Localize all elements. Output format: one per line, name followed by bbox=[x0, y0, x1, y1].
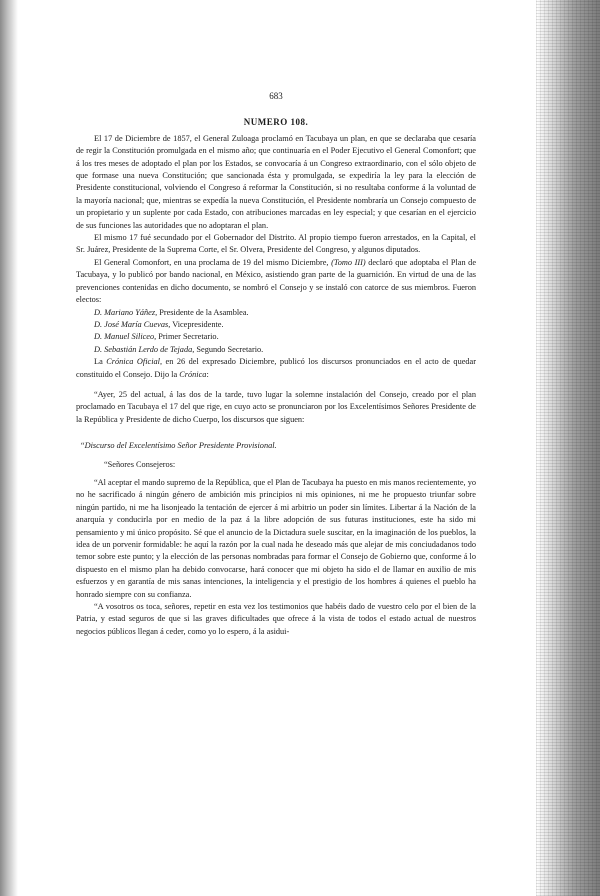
paragraph-arrests: El mismo 17 fué secundado por el Gobernador del Distrito. Al propio tiempo fueron arrestados, en la Capital, el Sr. Juárez, Presidente de la Suprema Corte, el Sr. Olvera, Presidente del Congreso, y algunos diputados. bbox=[76, 233, 476, 255]
scan-left-edge bbox=[0, 0, 18, 896]
paragraph-comonfort-text-b: declaró que adoptaba el Plan de Tacubaya, y lo publicó por bando nacional, en México, asistiendo gran parte de la guarnición. En virtud de una de las prevenciones contenidas en dicho documento, se nombró el Consejo y se instaló con catorce de sus miembros. Fueron electos: bbox=[76, 257, 477, 305]
paragraph-comonfort bbox=[76, 257, 476, 307]
paragraph-speech-1: “Al aceptar el mando supremo de la República, que el Plan de Tacubaya ha puesto en mis manos recientemente, yo no he sacrificado á ningún género de ambición mis principios ni mis opiniones, ni me he propuesto triunfar sobre ningún partido, ni me ha lisonjeado la tentación de ejercer á mi arbitrio un poder sin límites. Libertar á la Nación de la anarquía y conducirla por en medio de la paz á la libre adopción de sus futuras instituciones, este ha sido mi pensamiento y mi único propósito. Sé que el anuncio de la Dictadura suele suscitar, en la imaginación de los pueblos, la idea de un porvenir formidable: he aquí la razón por la cual nada he deseado más que alejar de mis conciudadanos todo temor sobre este punto; y la elección de las personas nombradas para formar el Consejo de Gobierno que, conforme á lo dispuesto en el mismo plan ha debido convocarse, hará conocer que mi objeto ha sido el de llamar en auxilio de mis esfuerzos y en garantía de mis sanas intenciones, la inteligencia y el prestigio de los hombres á quienes el pueblo ha honrado siempre con su confianza. bbox=[76, 477, 476, 599]
paragraph-cronica bbox=[76, 356, 476, 381]
paragraph-plan-summary: El 17 de Diciembre de 1857, el General Zuloaga proclamó en Tacubaya un plan, en que se declaraba que cesaría de regir la Constitución promulgada en el mismo año; que continuaría en el Poder Ejecutivo el General Comonfort; que á los tres meses de adoptado el plan por los Estados, se convocaría á un Congreso extraordinario, con el sólo objeto de que formase una nueva Constitución; que sancionada ésta y promulgada, se expediría la ley para la elección de Presidente constitucional, volviendo el Congreso á reformar la Constitución, si no resultaba conforme á la voluntad de la mayoría nacional; que, mientras se expedía la nueva Constitución, el Presidente nombraría un Consejo compuesto de un propietario y un suplente por cada Estado, con atribuciones marcadas en ley especial; y que cesarían en el ejercicio de sus funciones las autoridades que no adoptaran el plan. bbox=[76, 133, 476, 230]
officer-entry bbox=[76, 319, 476, 331]
document-page bbox=[76, 90, 476, 638]
officer-name: D. Sebastián Lerdo de Tejada bbox=[94, 344, 193, 354]
tomo-reference: (Tomo III) bbox=[331, 257, 366, 267]
officer-role: , Presidente de la Asamblea. bbox=[155, 307, 249, 317]
paragraph-installation: “Ayer, 25 del actual, á las dos de la tarde, tuvo lugar la solemne instalación del Consejo, creado por el plan proclamado en Tacubaya el 17 del que rige, en cuyo acto se pronunciaron por los Excelentísimos Señores Presidente de la República y Presidente de dicho Cuerpo, los discursos que siguen: bbox=[76, 389, 476, 424]
publication-name-short: Crónica bbox=[179, 369, 207, 379]
speech-salutation: “Señores Consejeros: bbox=[104, 459, 176, 469]
paragraph-speech-2: “A vosotros os toca, señores, repetir en esta vez los testimonios que habéis dado de vuestro celo por el bien de la Patria, y estad seguros de que si las graves dificultades que ofrece á la vista de todos el estado actual de nuestros negocios públicos llegan á ceder, como yo lo espero, á la asidui- bbox=[76, 602, 476, 636]
officer-name: D. José María Cuevas bbox=[94, 319, 169, 329]
page-heading: NUMERO 108. bbox=[243, 117, 309, 128]
officer-entry bbox=[76, 331, 476, 343]
spacer bbox=[76, 426, 476, 434]
speech-title: “Discurso del Excelentísimo Señor Presidente Provisional. bbox=[80, 441, 277, 451]
officer-name: D. Mariano Yáñez bbox=[94, 307, 156, 317]
officer-entry bbox=[76, 344, 476, 356]
scan-right-edge bbox=[536, 0, 600, 896]
page-number: 683 bbox=[269, 91, 283, 101]
officer-role: , Primer Secretario. bbox=[154, 332, 219, 342]
publication-name: Crónica Oficial bbox=[106, 357, 160, 367]
officer-entry bbox=[76, 307, 476, 319]
paragraph-cronica-text-c: : bbox=[206, 369, 209, 379]
paragraph-cronica-text-b: , en 26 del expresado Diciembre, publicó los discursos pronunciados en el acto de quedar constituido el Consejo. Dijo la bbox=[76, 357, 476, 379]
paragraph-cronica-text-a: La bbox=[94, 357, 107, 367]
paragraph-comonfort-text-a: El General Comonfort, en una proclama de 19 del mismo Diciembre, bbox=[94, 257, 332, 267]
spacer bbox=[76, 381, 476, 389]
officer-role: , Segundo Secretario. bbox=[192, 344, 264, 354]
officer-name: D. Manuel Siliceo bbox=[94, 332, 155, 342]
officer-role: , Vicepresidente. bbox=[168, 319, 224, 329]
